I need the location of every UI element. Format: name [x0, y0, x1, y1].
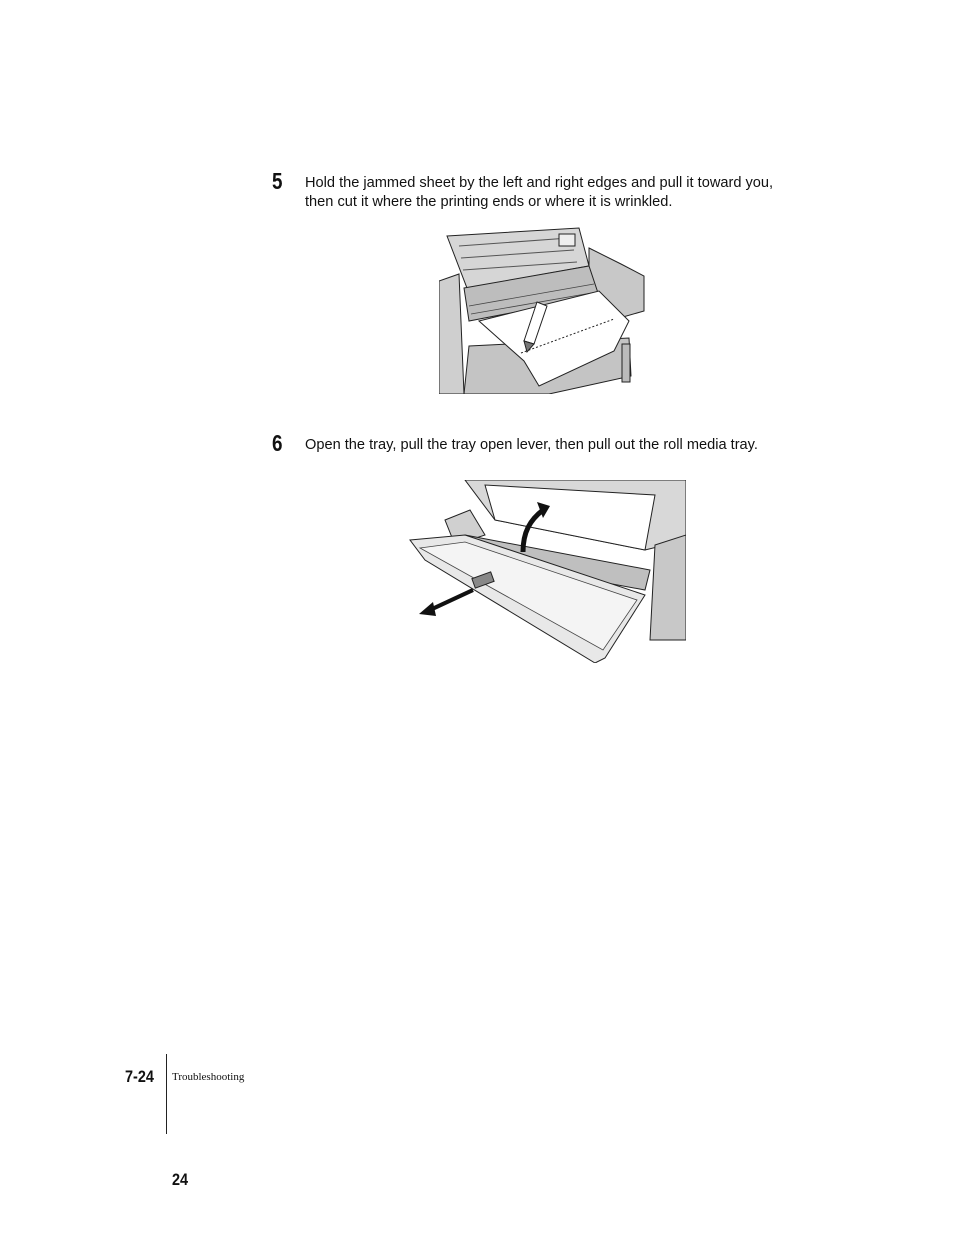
footer-divider	[166, 1054, 167, 1134]
cut-jammed-paper-illustration	[439, 226, 646, 394]
step-instruction: Open the tray, pull the tray open lever, then pull out the roll media tray.	[305, 437, 758, 453]
section-title: Troubleshooting	[172, 1071, 245, 1083]
chapter-page-number: 7-24	[125, 1067, 154, 1086]
step-instruction: Hold the jammed sheet by the left and right edges and pull it toward you, then cut it where the printing ends or where it is wrinkled.	[305, 175, 774, 210]
page-number: 24	[172, 1170, 189, 1189]
step-number: 5	[272, 168, 283, 194]
step-number: 6	[272, 430, 283, 456]
open-roll-media-tray-illustration	[405, 480, 686, 663]
